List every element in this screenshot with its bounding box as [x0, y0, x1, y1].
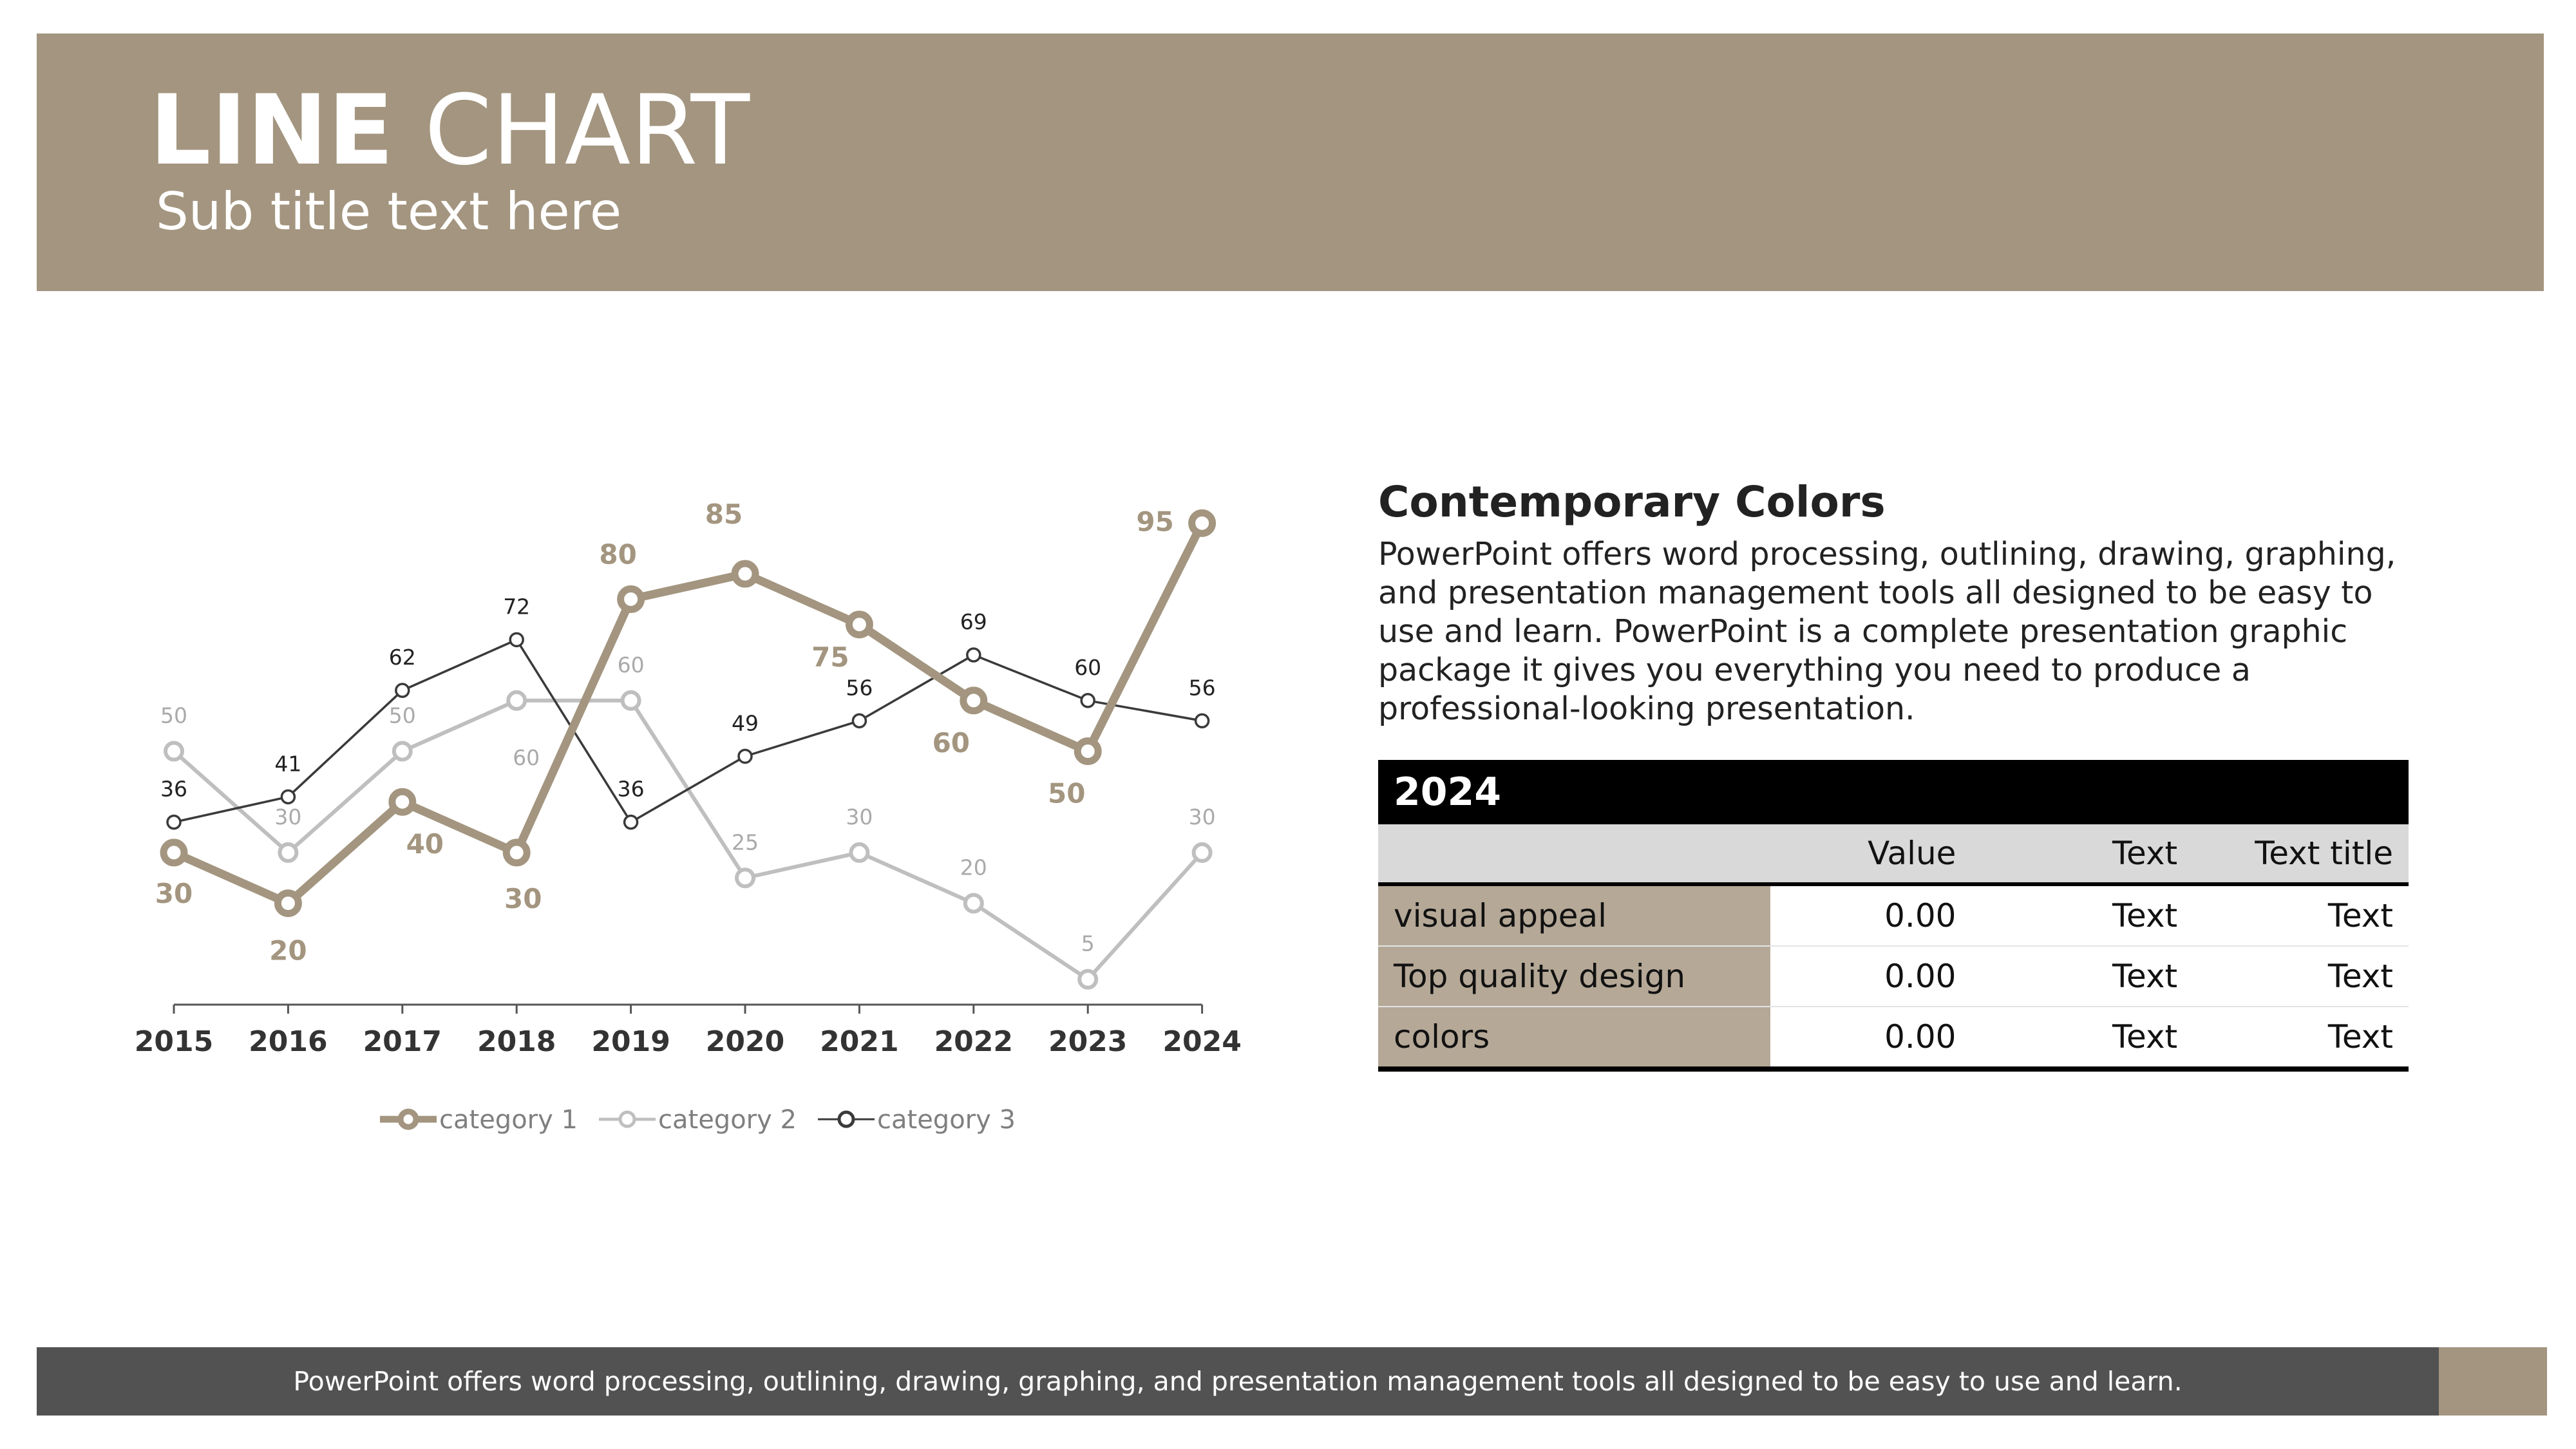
- data-label: 20: [269, 934, 307, 967]
- x-tick-label: 2016: [249, 1025, 328, 1058]
- data-label: 50: [1047, 777, 1086, 810]
- x-tick-label: 2022: [934, 1025, 1014, 1058]
- table-cell: Text: [1971, 884, 2193, 946]
- page-title-bold: LINE: [149, 75, 394, 187]
- data-label: 36: [160, 776, 187, 802]
- page-subtitle: Sub title text here: [156, 182, 622, 242]
- legend-swatch-marker: [839, 1112, 853, 1126]
- table-cell: 0.00: [1770, 1007, 1971, 1069]
- data-point: [737, 869, 753, 886]
- x-tick-label: 2018: [477, 1025, 556, 1058]
- table-row-label: Top quality design: [1378, 946, 1770, 1007]
- data-point: [392, 791, 413, 812]
- table-header-cell: Text: [1971, 824, 2193, 884]
- x-tick-label: 2017: [363, 1025, 442, 1058]
- data-label: 30: [155, 877, 193, 909]
- data-point: [1192, 513, 1213, 533]
- legend-label: category 2: [658, 1105, 797, 1135]
- data-point: [853, 714, 866, 727]
- data-label: 30: [504, 882, 542, 914]
- data-label: 36: [617, 776, 645, 802]
- data-point: [164, 842, 184, 863]
- data-label: 56: [846, 675, 873, 701]
- table-cell: Text: [1971, 1007, 2193, 1069]
- table-header-cell: Value: [1770, 824, 1971, 884]
- x-tick-label: 2015: [134, 1025, 214, 1058]
- data-point: [735, 564, 755, 584]
- data-point: [967, 649, 980, 661]
- data-label: 60: [932, 726, 971, 759]
- data-label: 60: [617, 652, 645, 677]
- data-label: 56: [1188, 675, 1216, 701]
- x-tick-label: 2023: [1048, 1025, 1128, 1058]
- table-cell: Text: [1971, 946, 2193, 1007]
- legend-swatch-marker: [401, 1112, 416, 1127]
- footer-accent-block: [2439, 1347, 2547, 1416]
- data-point: [1081, 694, 1094, 707]
- data-point: [396, 684, 409, 697]
- table-year-row: [1378, 760, 2409, 824]
- series-line: [174, 523, 1202, 903]
- x-tick-label: 2019: [591, 1025, 670, 1058]
- info-title: Contemporary Colors: [1378, 477, 1886, 527]
- table-row: [1378, 946, 2409, 1007]
- data-point: [278, 893, 298, 914]
- data-label: 5: [1081, 931, 1095, 956]
- data-point: [167, 816, 180, 829]
- data-point: [1194, 844, 1211, 861]
- data-label: 69: [960, 609, 987, 634]
- data-label: 25: [732, 829, 759, 855]
- data-label: 60: [1074, 654, 1102, 680]
- info-block: [1378, 477, 2409, 728]
- data-point: [506, 842, 527, 863]
- data-point: [965, 895, 982, 912]
- data-point: [281, 790, 294, 803]
- data-label: 72: [503, 594, 531, 620]
- data-point: [621, 589, 641, 609]
- series-line: [174, 701, 1202, 980]
- data-label: 30: [1188, 804, 1216, 829]
- data-label: 50: [160, 703, 187, 728]
- data-point: [1079, 971, 1096, 988]
- data-point: [623, 692, 639, 709]
- legend-label: category 3: [877, 1105, 1016, 1135]
- x-tick-label: 2024: [1162, 1025, 1242, 1058]
- data-label: 40: [406, 828, 444, 860]
- data-point: [625, 816, 638, 829]
- data-point: [508, 692, 525, 709]
- legend-label: category 1: [439, 1105, 578, 1135]
- table-header-cell: Text title: [2193, 824, 2409, 884]
- data-label: 95: [1136, 506, 1174, 538]
- data-point: [1196, 714, 1209, 727]
- table-header-row: [1378, 824, 2409, 884]
- table-cell: 0.00: [1770, 946, 1971, 1007]
- info-paragraph: PowerPoint offers word processing, outlining, drawing, graphing, and presentation management tools all designed to be easy to use and learn. PowerPoint is a complete presentation graphic package it gives you everything you need to produce a professional-looking presentation.: [1378, 536, 2396, 728]
- data-label: 30: [846, 804, 873, 829]
- table-cell: Text: [2193, 884, 2409, 946]
- table-row-label: colors: [1378, 1007, 1770, 1069]
- data-point: [849, 614, 869, 635]
- page-title-light: CHART: [424, 75, 750, 187]
- data-label: 80: [599, 538, 637, 571]
- table-cell: 0.00: [1770, 884, 1971, 946]
- data-table: [1378, 760, 2409, 1072]
- table-year: 2024: [1378, 760, 2409, 824]
- data-point: [510, 633, 523, 646]
- data-label: 75: [811, 641, 849, 673]
- data-point: [851, 844, 867, 861]
- table-cell: Text: [2193, 946, 2409, 1007]
- data-label: 20: [960, 855, 987, 880]
- data-label: 30: [274, 804, 302, 829]
- data-label: 60: [513, 744, 540, 770]
- x-tick-label: 2021: [820, 1025, 899, 1058]
- legend-swatch-marker: [620, 1112, 634, 1126]
- data-point: [394, 743, 411, 760]
- footer-text: PowerPoint offers word processing, outlining, drawing, graphing, and presentation management tools all designed to be easy to use and learn.: [293, 1366, 2183, 1397]
- data-point: [166, 743, 182, 760]
- data-point: [739, 750, 752, 762]
- table-row-label: visual appeal: [1378, 884, 1770, 946]
- data-point: [1077, 741, 1098, 762]
- data-label: 62: [388, 645, 416, 670]
- data-label: 41: [274, 751, 302, 777]
- data-point: [963, 690, 984, 711]
- x-tick-label: 2020: [705, 1025, 785, 1058]
- table-row: [1378, 884, 2409, 946]
- data-label: 50: [388, 703, 416, 728]
- data-point: [279, 844, 296, 861]
- footer-bar: [37, 1347, 2439, 1416]
- data-label: 85: [705, 498, 743, 531]
- data-label: 49: [732, 710, 759, 736]
- table-cell: Text: [2193, 1007, 2409, 1069]
- table-row: [1378, 1007, 2409, 1069]
- table-header-cell: [1378, 824, 1770, 884]
